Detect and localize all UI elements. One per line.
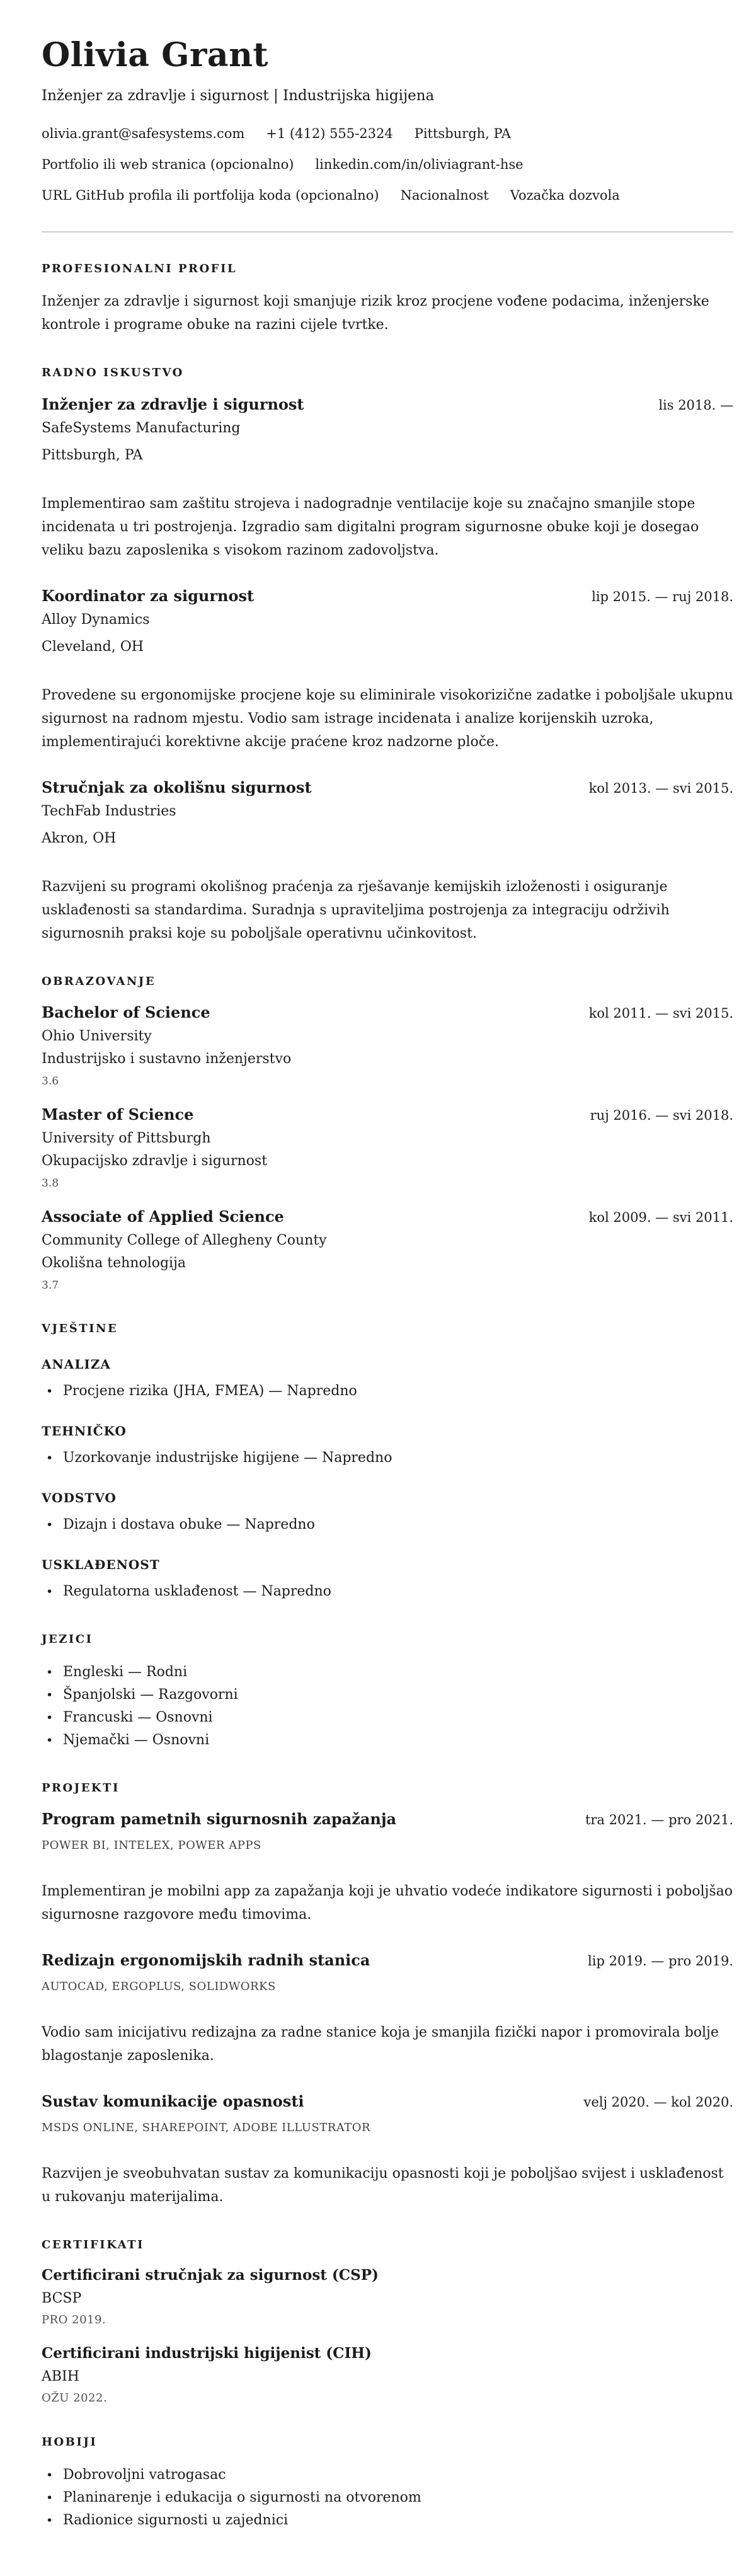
location-text: Pittsburgh, PA	[414, 125, 511, 141]
certificate-name: Certificirani industrijski higijenist (CIH)	[42, 2345, 372, 2362]
experience-section-title: RADNO ISKUSTVO	[42, 366, 184, 380]
skill-item: • Dizajn i dostava obuke — Napredno	[42, 1514, 733, 1536]
hobby-item: • Planinarenje i edukacija o sigurnosti na otvorenom	[42, 2487, 733, 2509]
skill-list-technical	[42, 1447, 733, 1469]
hobby-item: • Dobrovoljni vatrogasac	[42, 2464, 733, 2487]
education-entry-head	[42, 1207, 733, 1227]
job-title: Stručnjak za okolišnu sigurnost	[42, 778, 312, 796]
hobbies-section-title: HOBIJI	[42, 2435, 98, 2449]
profile-section-title: PROFESIONALNI PROFIL	[42, 262, 238, 275]
header-divider	[42, 231, 733, 233]
education-entry	[42, 1207, 733, 1292]
education-entry-head	[42, 1003, 733, 1023]
job-company: Alloy Dynamics	[42, 611, 150, 628]
contact-row-primary	[42, 125, 733, 142]
job-description: Razvijeni su programi okolišnog praćenja za rješavanje kemijskih izloženosti i osiguranje usklađenosti sa standardima. Suradnja s upraviteljima postrojenja za integraciju održivih sigurnosnih praksi koje su poboljšale operativnu učinkovitost.	[42, 878, 670, 941]
project-name: Redizajn ergonomijskih radnih stanica	[42, 1951, 370, 1970]
project-name: Program pametnih sigurnosnih zapažanja	[42, 1810, 397, 1829]
degree-title: Associate of Applied Science	[42, 1207, 284, 1226]
contact-row-extra	[42, 187, 733, 204]
candidate-headline: Inženjer za zdravlje i sigurnost | Industrijska higijena	[42, 87, 435, 104]
degree-title: Master of Science	[42, 1105, 194, 1124]
nationality-text: Nacionalnost	[400, 188, 489, 204]
section-projects	[42, 1781, 733, 2209]
project-entry	[42, 1950, 733, 2067]
skill-category-analysis: ANALIZA	[42, 1357, 111, 1372]
section-certificates	[42, 2238, 733, 2406]
section-experience	[42, 365, 733, 945]
gpa-value: 3.6	[42, 1074, 59, 1088]
project-tech-stack: POWER BI, INTELEX, POWER APPS	[42, 1839, 261, 1853]
experience-entry	[42, 586, 733, 754]
certificate-entries	[42, 2266, 733, 2406]
skill-list-analysis	[42, 1380, 733, 1403]
skill-list-leadership	[42, 1514, 733, 1536]
languages-section-title: JEZICI	[42, 1633, 93, 1647]
job-location: Pittsburgh, PA	[42, 447, 143, 463]
projects-section-title: PROJEKTI	[42, 1781, 120, 1795]
language-item: • Njemački — Osnovni	[42, 1729, 733, 1752]
hobby-item: • Radionice sigurnosti u zajednici	[42, 2509, 733, 2532]
job-location: Cleveland, OH	[42, 638, 144, 655]
job-company: TechFab Industries	[42, 803, 176, 819]
project-name: Sustav komunikacije opasnosti	[42, 2092, 304, 2111]
field-of-study: Okolišna tehnologija	[42, 1255, 186, 1271]
education-entry	[42, 1003, 733, 1088]
resume-header	[42, 37, 733, 205]
project-tech-stack: MSDS ONLINE, SHAREPOINT, ADOBE ILLUSTRATOR	[42, 2121, 371, 2135]
gpa-value: 3.8	[42, 1176, 59, 1190]
project-dates: velj 2020. — kol 2020.	[583, 2095, 733, 2110]
education-entry-head	[42, 1105, 733, 1125]
job-dates: lis 2018. —	[658, 397, 733, 413]
skill-list-compliance	[42, 1580, 733, 1603]
degree-dates: kol 2009. — svi 2011.	[588, 1209, 733, 1225]
field-of-study: Okupacijsko zdravlje i sigurnost	[42, 1153, 268, 1169]
section-hobbies	[42, 2435, 733, 2531]
experience-entry	[42, 394, 733, 562]
project-entries	[42, 1809, 733, 2209]
job-dates: lip 2015. — ruj 2018.	[592, 589, 733, 604]
certificate-date: OŽU 2022.	[42, 2391, 108, 2405]
experience-entry-head	[42, 778, 733, 798]
language-list	[42, 1661, 733, 1752]
linkedin-text: linkedin.com/in/oliviagrant-hse	[315, 157, 524, 173]
certificates-section-title: CERTIFIKATI	[42, 2238, 144, 2252]
job-location: Akron, OH	[42, 830, 117, 846]
job-title: Inženjer za zdravlje i sigurnost	[42, 394, 304, 413]
phone-text: +1 (412) 555-2324	[266, 125, 393, 141]
email-text: olivia.grant@safesystems.com	[42, 125, 245, 141]
certificate-name: Certificirani stručnjak za sigurnost (CSP)	[42, 2267, 379, 2284]
degree-title: Bachelor of Science	[42, 1003, 210, 1021]
degree-dates: kol 2011. — svi 2015.	[588, 1005, 733, 1021]
project-entry	[42, 2091, 733, 2209]
project-entry-head	[42, 1809, 733, 1829]
project-entry-head	[42, 2091, 733, 2112]
section-profile	[42, 262, 733, 336]
project-entry-head	[42, 1950, 733, 1970]
job-dates: kol 2013. — svi 2015.	[588, 780, 733, 796]
school-name: Community College of Allegheny County	[42, 1232, 327, 1248]
degree-dates: ruj 2016. — svi 2018.	[590, 1107, 733, 1123]
github-placeholder-text: URL GitHub profila ili portfolija koda (opcionalno)	[42, 188, 379, 204]
language-item: • Španjolski — Razgovorni	[42, 1684, 733, 1706]
certificate-entry	[42, 2266, 733, 2328]
job-title: Koordinator za sigurnost	[42, 586, 255, 605]
project-description: Vodio sam inicijativu redizajna za radne stanice koja je smanjila fizički napor i promovirala bolje blagostanje zaposlenika.	[42, 2025, 719, 2064]
gpa-value: 3.7	[42, 1279, 59, 1292]
project-description: Razvijen je sveobuhvatan sustav za komunikaciju opasnosti koji je poboljšao svijest i usklađenost u rukovanju materijalima.	[42, 2166, 724, 2205]
skill-category-leadership: VODSTVO	[42, 1490, 117, 1506]
project-description: Implementiran je mobilni app za zapažanja koji je uhvatio vodeće indikatore sigurnosti i poboljšao sigurnosne razgovore među timovima.	[42, 1883, 733, 1923]
job-description: Implementirao sam zaštitu strojeva i nadogradnje ventilacije koje su značajno smanjile stope incidenata u tri postrojenja. Izgradio sam digitalni program sigurnosne obuke koji je dosegao veliku bazu zaposlenika s visokom razinom zadovoljstva.	[42, 495, 699, 558]
section-languages	[42, 1632, 733, 1751]
section-education	[42, 974, 733, 1292]
hobby-list	[42, 2464, 733, 2532]
skill-item: • Procjene rizika (JHA, FMEA) — Napredno	[42, 1380, 733, 1403]
certificate-entry	[42, 2344, 733, 2406]
experience-entry-head	[42, 586, 733, 606]
project-dates: tra 2021. — pro 2021.	[585, 1812, 733, 1828]
language-item: • Engleski — Rodni	[42, 1661, 733, 1684]
experience-entry-head	[42, 394, 733, 415]
education-entries	[42, 1003, 733, 1292]
job-company: SafeSystems Manufacturing	[42, 420, 241, 436]
school-name: Ohio University	[42, 1028, 152, 1044]
project-tech-stack: AUTOCAD, ERGOPLUS, SOLIDWORKS	[42, 1980, 276, 1994]
certificate-date: PRO 2019.	[42, 2313, 106, 2327]
experience-entries	[42, 394, 733, 945]
section-skills	[42, 1321, 733, 1603]
candidate-name: Olivia Grant	[42, 36, 268, 74]
certificate-issuer: ABIH	[42, 2369, 79, 2385]
project-entry	[42, 1809, 733, 1926]
skill-item: • Regulatorna usklađenost — Napredno	[42, 1580, 733, 1603]
portfolio-placeholder-text: Portfolio ili web stranica (opcionalno)	[42, 157, 294, 173]
skill-category-compliance: USKLAĐENOST	[42, 1557, 160, 1573]
experience-entry	[42, 778, 733, 945]
education-section-title: OBRAZOVANJE	[42, 974, 156, 988]
skill-category-technical: TEHNIČKO	[42, 1423, 127, 1439]
certificate-issuer: BCSP	[42, 2291, 82, 2307]
project-dates: lip 2019. — pro 2019.	[588, 1953, 733, 1969]
language-item: • Francuski — Osnovni	[42, 1706, 733, 1729]
job-description: Provedene su ergonomijske procjene koje su eliminirale visokorizične zadatke i poboljšale ukupnu sigurnost na radnom mjestu. Vodio sam istrage incidenata i analize korijenskih uzroka, implementirajući korektivne akcije praćene kroz nadzorne ploče.	[42, 687, 733, 750]
drivers-license-text: Vozačka dozvola	[510, 188, 620, 204]
skill-item: • Uzorkovanje industrijske higijene — Napredno	[42, 1447, 733, 1469]
education-entry	[42, 1105, 733, 1190]
profile-text: Inženjer za zdravlje i sigurnost koji smanjuje rizik kroz procjene vođene podacima, inženjerske kontrole i programe obuke na razini cijele tvrtke.	[42, 294, 709, 333]
school-name: University of Pittsburgh	[42, 1130, 211, 1146]
contact-row-links	[42, 156, 733, 173]
field-of-study: Industrijsko i sustavno inženjerstvo	[42, 1050, 292, 1067]
skills-section-title: VJEŠTINE	[42, 1321, 118, 1335]
